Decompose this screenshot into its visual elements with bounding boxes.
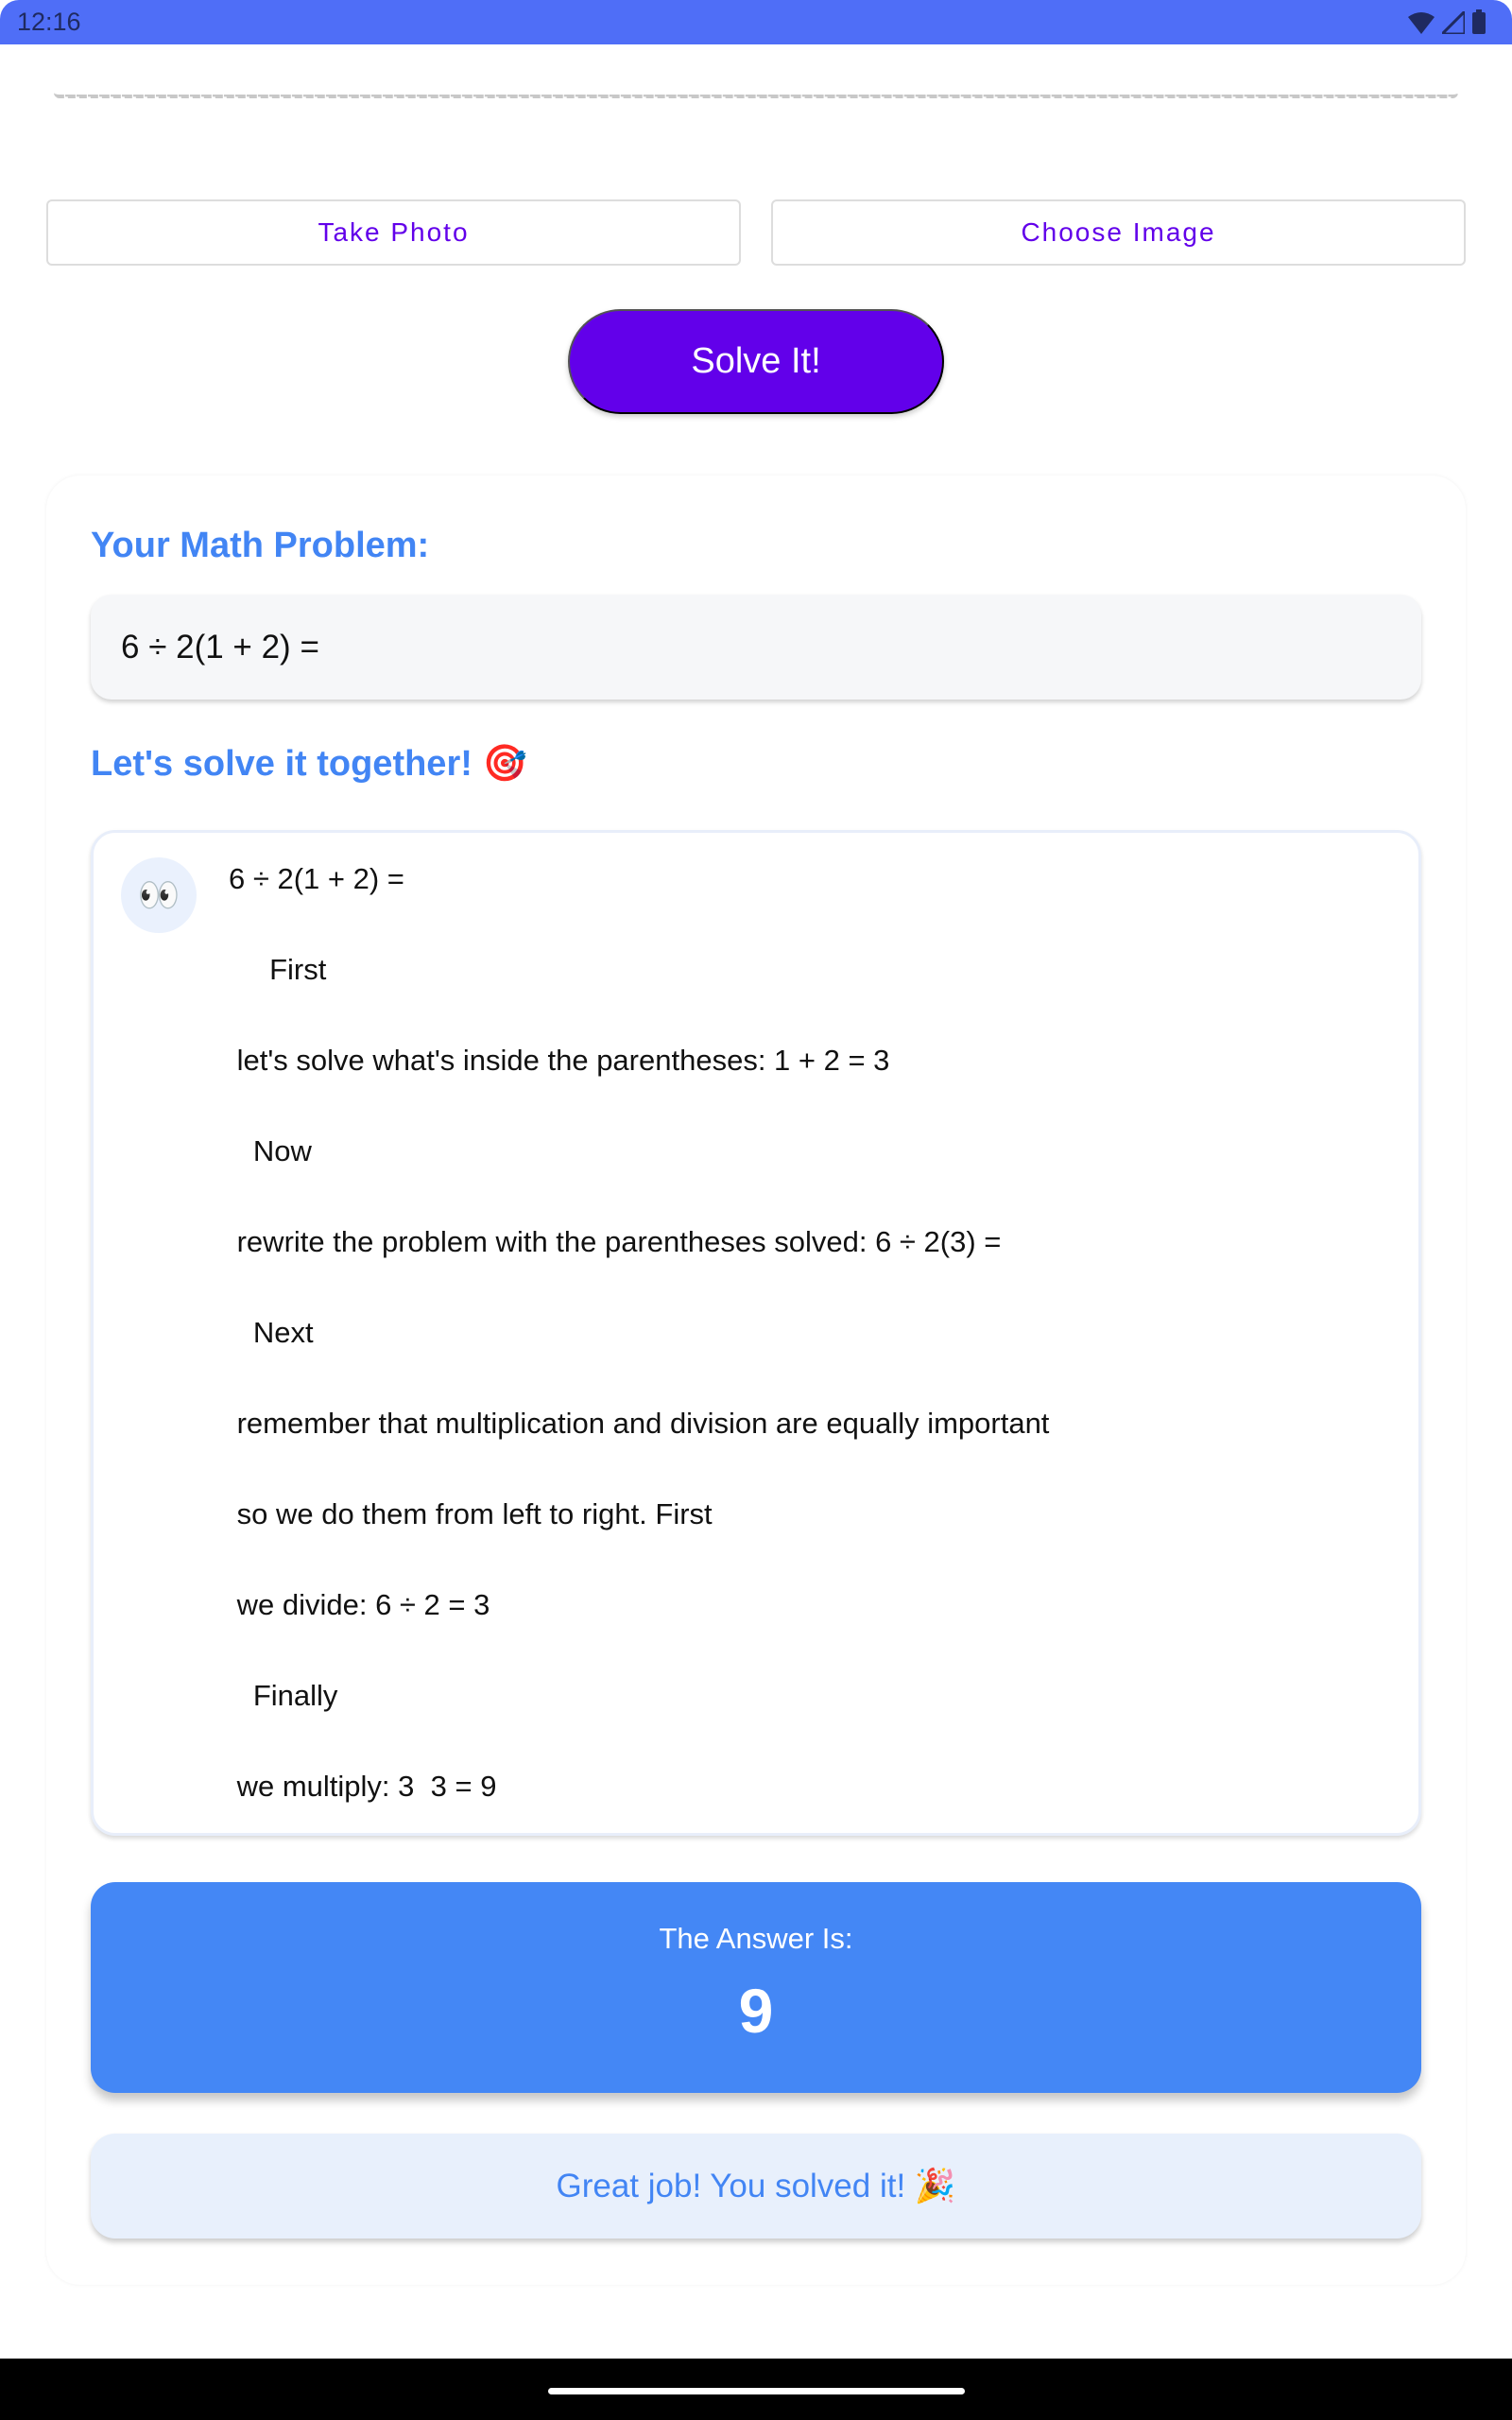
step-line: Now (229, 1134, 312, 1167)
problem-heading: Your Math Problem: (91, 526, 430, 565)
battery-icon (1472, 9, 1486, 34)
step-line: Finally (229, 1679, 338, 1712)
praise-message: Great job! You solved it! 🎉 (91, 2134, 1421, 2238)
answer-box (91, 1882, 1421, 2093)
clock: 12:16 (17, 8, 81, 36)
step-line: so we do them from left to right. First (229, 1497, 713, 1530)
step-line: rewrite the problem with the parentheses solved: 6 ÷ 2(3) = (229, 1225, 1002, 1258)
answer-label: The Answer Is: (659, 1922, 853, 1955)
step-line: let's solve what's inside the parentheses: 1 + 2 = 3 (229, 1044, 890, 1077)
step-line: we multiply: 3 3 = 9 (229, 1770, 497, 1803)
image-drop-area[interactable] (54, 93, 1458, 98)
step-line: 6 ÷ 2(1 + 2) = (229, 862, 404, 895)
wifi-icon (1408, 11, 1435, 34)
step-line: remember that multiplication and division are equally important (229, 1407, 1050, 1440)
home-handle[interactable] (548, 2388, 965, 2394)
eyes-avatar-icon: 👀 (121, 857, 197, 933)
take-photo-button[interactable]: Take Photo (46, 199, 741, 266)
signal-icon (1442, 11, 1465, 34)
step-line: First (229, 953, 327, 986)
solution-heading: Let's solve it together! 🎯 (91, 744, 527, 784)
status-bar (0, 0, 1512, 44)
answer-value: 9 (738, 1976, 774, 2046)
solve-button[interactable]: Solve It! (568, 309, 944, 414)
step-line: we divide: 6 ÷ 2 = 3 (229, 1588, 490, 1621)
problem-text: 6 ÷ 2(1 + 2) = (91, 595, 1421, 700)
choose-image-button[interactable]: Choose Image (771, 199, 1466, 266)
step-line: Next (229, 1316, 314, 1349)
